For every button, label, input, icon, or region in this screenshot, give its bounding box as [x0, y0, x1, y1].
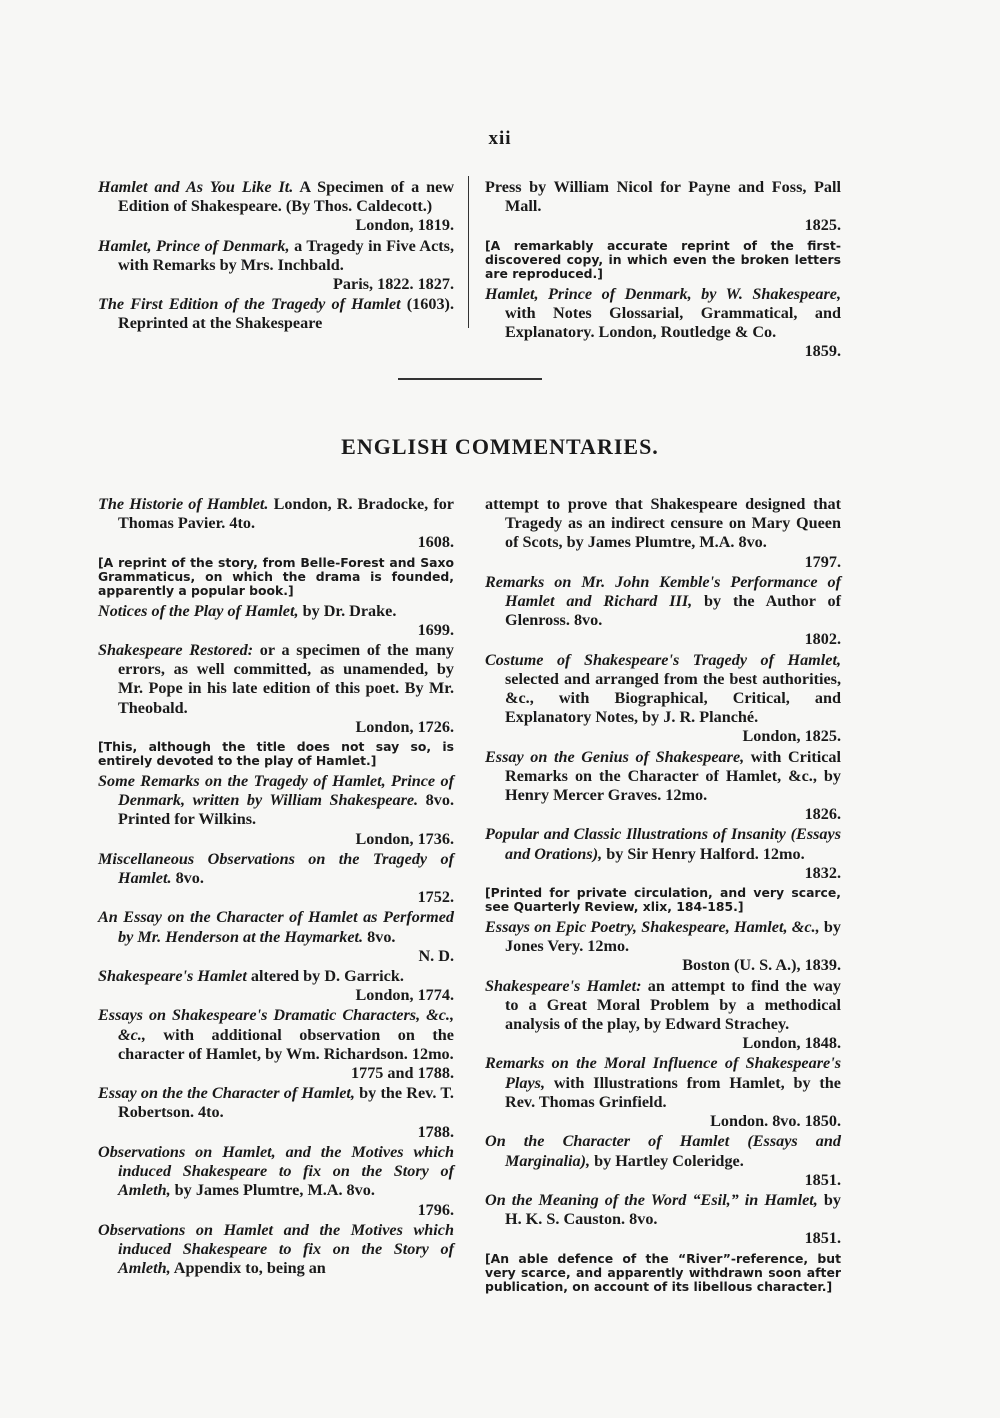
entry-details: by James Plumtre, M.A. 8vo.: [170, 1181, 375, 1200]
entry-details: with Illustrations from Hamlet, by the Rev. Thomas Grinfield.: [505, 1073, 841, 1111]
bibliography-entry: [485, 748, 841, 825]
entry-details: Appendix to, being an: [170, 1259, 326, 1278]
entry-imprint: 1775 and 1788.: [351, 1064, 454, 1083]
entry-imprint: 1825.: [804, 216, 841, 235]
entry-details: with additional observation on the character of Hamlet, by Wm. Richardson. 12mo.: [118, 1025, 454, 1063]
entry-imprint: 1699.: [417, 620, 454, 639]
entry-details: Press by William Nicol for Payne and Foss, Pall Mall.: [485, 178, 841, 216]
bibliography-entry: [98, 908, 454, 966]
bibliography-entry: [98, 850, 454, 908]
entry-title: Notices of the Play of Hamlet,: [98, 601, 299, 620]
entry-imprint: London, 1726.: [355, 717, 454, 736]
section-rule: [398, 378, 542, 380]
bibliography-entry: [485, 495, 841, 572]
bibliography-entry: [98, 495, 454, 598]
bibliography-entry: [485, 1132, 841, 1190]
bibliography-entry: [485, 285, 841, 362]
entry-title: Shakespeare Restored:: [98, 641, 254, 660]
entry-imprint: 1851.: [804, 1170, 841, 1189]
bibliography-entry: [485, 651, 841, 747]
entry-details: 8vo.: [363, 927, 396, 946]
entry-title: On the Meaning of the Word “Esil,” in Hamlet,: [485, 1190, 818, 1209]
entry-imprint: London. 8vo. 1850.: [710, 1112, 841, 1131]
entry-title: Shakespeare's Hamlet:: [485, 976, 642, 995]
bottom-left-column: [98, 495, 454, 1279]
entry-note: [An able defence of the “River”-reference, but very scarce, and apparently withdrawn soon after publication, on account of its libellous character.]: [485, 1250, 841, 1294]
entry-details: an attempt to find the way to a Great Moral Problem by a methodical analysis of the play, by Edward Strachey.: [505, 976, 841, 1034]
entry-title: Popular and Classic Illustrations of Insanity (Essays and Orations),: [485, 825, 841, 863]
entry-details: with Notes Glossarial, Grammatical, and Explanatory. London, Routledge & Co.: [505, 303, 841, 342]
entry-details: with Critical Remarks on the Character of Hamlet, &c., by Henry Mercer Graves. 12mo.: [505, 747, 841, 805]
entry-details: by H. K. S. Causton. 8vo.: [505, 1190, 841, 1229]
entry-imprint: 1608.: [417, 533, 454, 552]
entry-imprint: N. D.: [418, 946, 454, 965]
bibliography-entry: [98, 178, 454, 236]
bibliography-entry: [98, 295, 454, 333]
entry-imprint: Boston (U. S. A.), 1839.: [682, 956, 841, 975]
entry-details: by the Rev. T. Robertson. 4to.: [118, 1084, 454, 1122]
bibliography-entry: [98, 1084, 454, 1142]
entry-imprint: 1802.: [804, 630, 841, 649]
entry-imprint: 1859.: [804, 342, 841, 361]
entry-title: The Historie of Hamblet.: [98, 495, 269, 513]
bibliography-entry: [485, 178, 841, 281]
entry-title: Hamlet and As You Like It.: [98, 178, 294, 196]
entry-title: Miscellaneous Observations on the Tragedy of Hamlet.: [98, 849, 454, 888]
entry-imprint: 1826.: [804, 805, 841, 824]
entry-imprint: London, 1819.: [355, 216, 454, 235]
entry-title: Hamlet, Prince of Denmark,: [98, 236, 290, 255]
entry-imprint: 1752.: [417, 888, 454, 907]
entry-imprint: London, 1774.: [355, 986, 454, 1005]
entry-title: Remarks on Mr. John Kemble's Performance of Hamlet and Richard III,: [485, 572, 841, 611]
bibliography-entry: [98, 1006, 454, 1083]
entry-title: Hamlet, Prince of Denmark, by W. Shakespeare,: [485, 284, 841, 303]
bibliography-entry: [98, 602, 454, 640]
section-title: ENGLISH COMMENTARIES.: [341, 434, 659, 459]
entry-title: Essay on the Genius of Shakespeare,: [485, 747, 745, 766]
entry-details: 8vo.: [171, 869, 204, 888]
top-left-column: [98, 178, 454, 335]
entry-imprint: 1797.: [804, 552, 841, 571]
bibliography-entry: [485, 1191, 841, 1294]
entry-title: Shakespeare's Hamlet: [98, 967, 247, 986]
entry-details: A Specimen of a new Edition of Shakespeare. (By Thos. Caldecott.): [118, 178, 455, 216]
entry-title: Remarks on the Moral Influence of Shakespeare's Plays,: [485, 1054, 841, 1092]
entry-imprint: London, 1736.: [355, 829, 454, 848]
entry-title: Some Remarks on the Tragedy of Hamlet, Prince of Denmark, written by William Shakespeare.: [98, 772, 454, 810]
entry-details: by Dr. Drake.: [298, 601, 397, 620]
entry-title: Essays on Shakespeare's Dramatic Characters, &c., &c.,: [98, 1006, 454, 1044]
top-right-column: [485, 178, 841, 362]
bibliography-entry: [485, 825, 841, 914]
bottom-right-column: [485, 495, 841, 1298]
bibliography-entry: [98, 237, 454, 295]
entry-imprint: London, 1825.: [742, 727, 841, 746]
entry-details: by Sir Henry Halford. 12mo.: [602, 844, 805, 863]
entry-details: by Jones Very. 12mo.: [505, 918, 841, 956]
entry-details: by Hartley Coleridge.: [590, 1151, 744, 1170]
entry-details: (1603). Reprinted at the Shakespeare: [118, 295, 454, 333]
entry-title: Costume of Shakespeare's Tragedy of Hamlet,: [485, 650, 841, 669]
entry-title: The First Edition of the Tragedy of Hamlet: [98, 295, 401, 314]
entry-title: An Essay on the Character of Hamlet as Performed by Mr. Henderson at the Haymarket.: [98, 908, 454, 946]
bibliography-entry: [98, 1143, 454, 1220]
entry-title: On the Character of Hamlet (Essays and Marginalia),: [485, 1132, 841, 1170]
entry-title: Observations on Hamlet, and the Motives which induced Shakespeare to fix on the Story of Amleth,: [98, 1142, 454, 1200]
entry-title: Essays on Epic Poetry, Shakespeare, Hamlet, &c.,: [485, 918, 820, 937]
bibliography-entry: [485, 1054, 841, 1131]
entry-imprint: 1832.: [804, 863, 841, 882]
entry-title: Essay on the the Character of Hamlet,: [98, 1084, 355, 1103]
page-number: xii: [488, 128, 512, 149]
entry-note: [Printed for private circulation, and very scarce, see Quarterly Review, xlix, 184-185.]: [485, 885, 841, 915]
bibliography-entry: [98, 1221, 454, 1279]
bibliography-entry: [485, 977, 841, 1054]
entry-details: altered by D. Garrick.: [246, 967, 404, 986]
entry-details: by the Author of Glenross. 8vo.: [505, 592, 841, 630]
entry-details: selected and arranged from the best authorities, &c., with Biographical, Critical, and Explanatory Notes, by J. R. Planché.: [505, 669, 841, 727]
entry-imprint: 1851.: [804, 1229, 841, 1248]
bibliography-entry: [98, 967, 454, 1005]
entry-imprint: London, 1848.: [742, 1034, 841, 1053]
bibliography-entry: [485, 573, 841, 650]
entry-imprint: 1788.: [417, 1122, 454, 1141]
entry-note: [A reprint of the story, from Belle-Forest and Saxo Grammaticus, on which the drama is founded, apparently a popular book.]: [98, 554, 454, 598]
bibliography-entry: [485, 918, 841, 976]
column-divider: [468, 176, 469, 328]
entry-title: Observations on Hamlet and the Motives which induced Shakespeare to fix on the Story of Amleth,: [98, 1220, 454, 1278]
entry-details: London, R. Bradocke, for Thomas Pavier. 4to.: [118, 495, 454, 533]
entry-note: [This, although the title does not say so, is entirely devoted to the play of Hamlet.]: [98, 739, 454, 769]
entry-details: attempt to prove that Shakespeare designed that Tragedy as an indirect censure on Mary Queen of Scots, by James Plumtre, M.A. 8vo.: [485, 495, 841, 552]
entry-note: [A remarkably accurate reprint of the first-discovered copy, in which even the broken letters are reproduced.]: [485, 237, 841, 281]
entry-details: or a specimen of the many errors, as well committed, as unamended, by Mr. Pope in his late edition of this poet. By Mr. Theobald.: [118, 641, 454, 717]
bibliography-entry: [98, 641, 454, 768]
entry-details: 8vo. Printed for Wilkins.: [118, 791, 455, 829]
entry-details: a Tragedy in Five Acts, with Remarks by Mrs. Inchbald.: [118, 236, 455, 274]
entry-imprint: Paris, 1822. 1827.: [333, 275, 454, 294]
bibliography-entry: [98, 772, 454, 849]
entry-imprint: 1796.: [417, 1200, 454, 1219]
